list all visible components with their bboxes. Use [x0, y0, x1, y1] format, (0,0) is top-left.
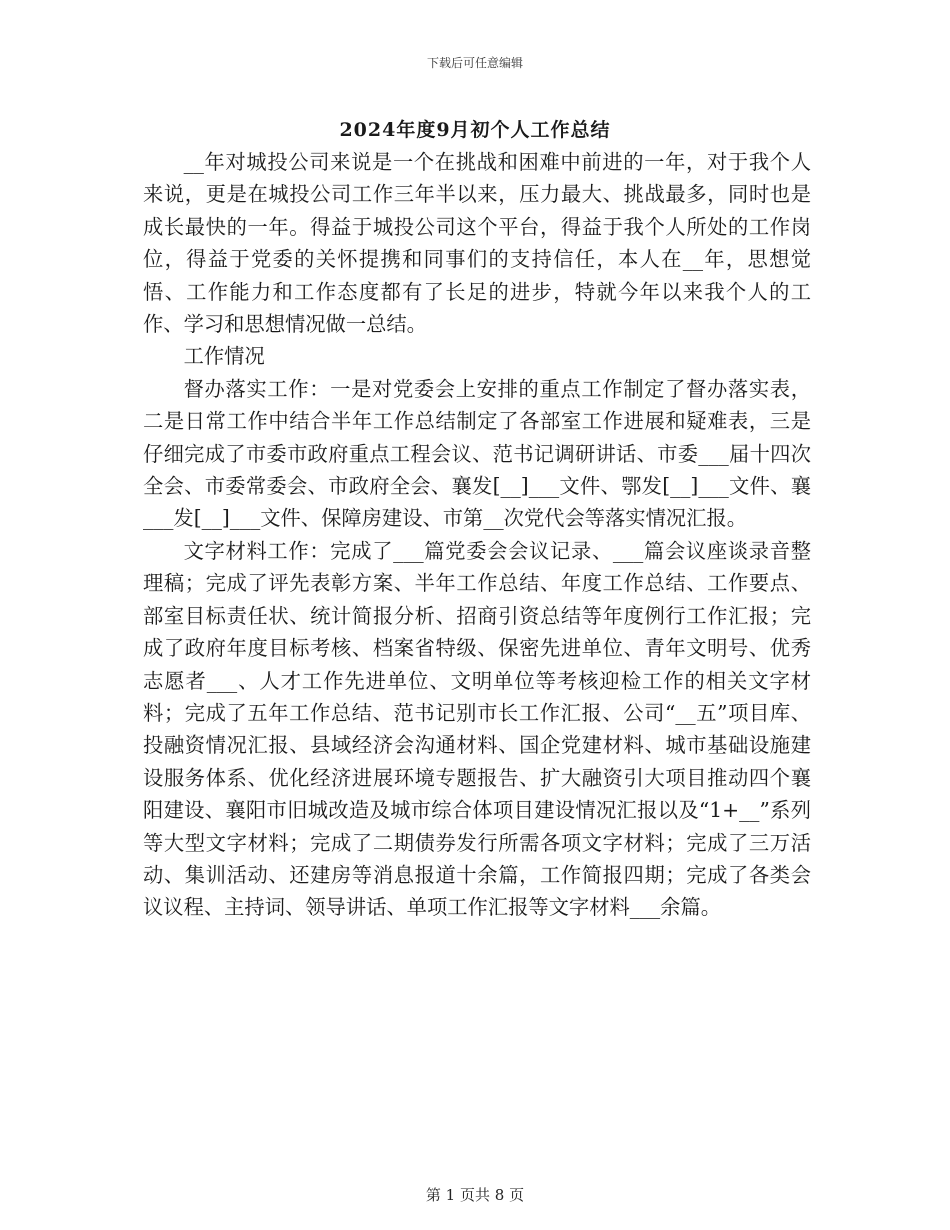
paragraph-intro: __年对城投公司来说是一个在挑战和困难中前进的一年，对于我个人来说，更是在城投公司工作三年半以来，压力最大、挑战最多，同时也是成长最快的一年。得益于城投公司这个平台，得益于我个人所处的工作岗位，得益于党委的关怀提携和同事们的支持信任，本人在__年，思想觉悟、工作能力和工作态度都有了长足的进步，特就今年以来我个人的工作、学习和思想情况做一总结。	[143, 150, 811, 337]
document-body	[143, 146, 811, 924]
section-heading: 工作情况	[183, 344, 265, 369]
header-note: 下载后可任意编辑	[426, 56, 523, 70]
page-number: 第 1 页共 8 页	[425, 1186, 525, 1204]
paragraph-supervision: 督办落实工作：一是对党委会上安排的重点工作制定了督办落实表，二是日常工作中结合半年工作总结制定了各部室工作进展和疑难表，三是仔细完成了市委市政府重点工程会议、范书记调研讲话、市委___届十四次全会、市委常委会、市政府全会、襄发[__]___文件、鄂发[__]___文件、襄___发[__]___文件、保障房建设、市第__次党代会等落实情况汇报。	[143, 376, 811, 531]
paragraph-writing: 文字材料工作：完成了___篇党委会会议记录、___篇会议座谈录音整理稿；完成了评先表彰方案、半年工作总结、年度工作总结、工作要点、部室目标责任状、统计简报分析、招商引资总结等年度例行工作汇报；完成了政府年度目标考核、档案省特级、保密先进单位、青年文明号、优秀志愿者___、人才工作先进单位、文明单位等考核迎检工作的相关文字材料；完成了五年工作总结、范书记别市长工作汇报、公司“__五”项目库、投融资情况汇报、县域经济会沟通材料、国企党建材料、城市基础设施建设服务体系、优化经济进展环境专题报告、扩大融资引大项目推动四个襄阳建设、襄阳市旧城改造及城市综合体项目建设情况汇报以及“1+__”系列等大型文字材料；完成了二期债券发行所需各项文字材料；完成了三万活动、集训活动、还建房等消息报道十余篇，工作简报四期；完成了各类会议议程、主持词、领导讲话、单项工作汇报等文字材料___余篇。	[143, 538, 811, 920]
document-title: 2024年度9月初个人工作总结	[339, 119, 611, 141]
